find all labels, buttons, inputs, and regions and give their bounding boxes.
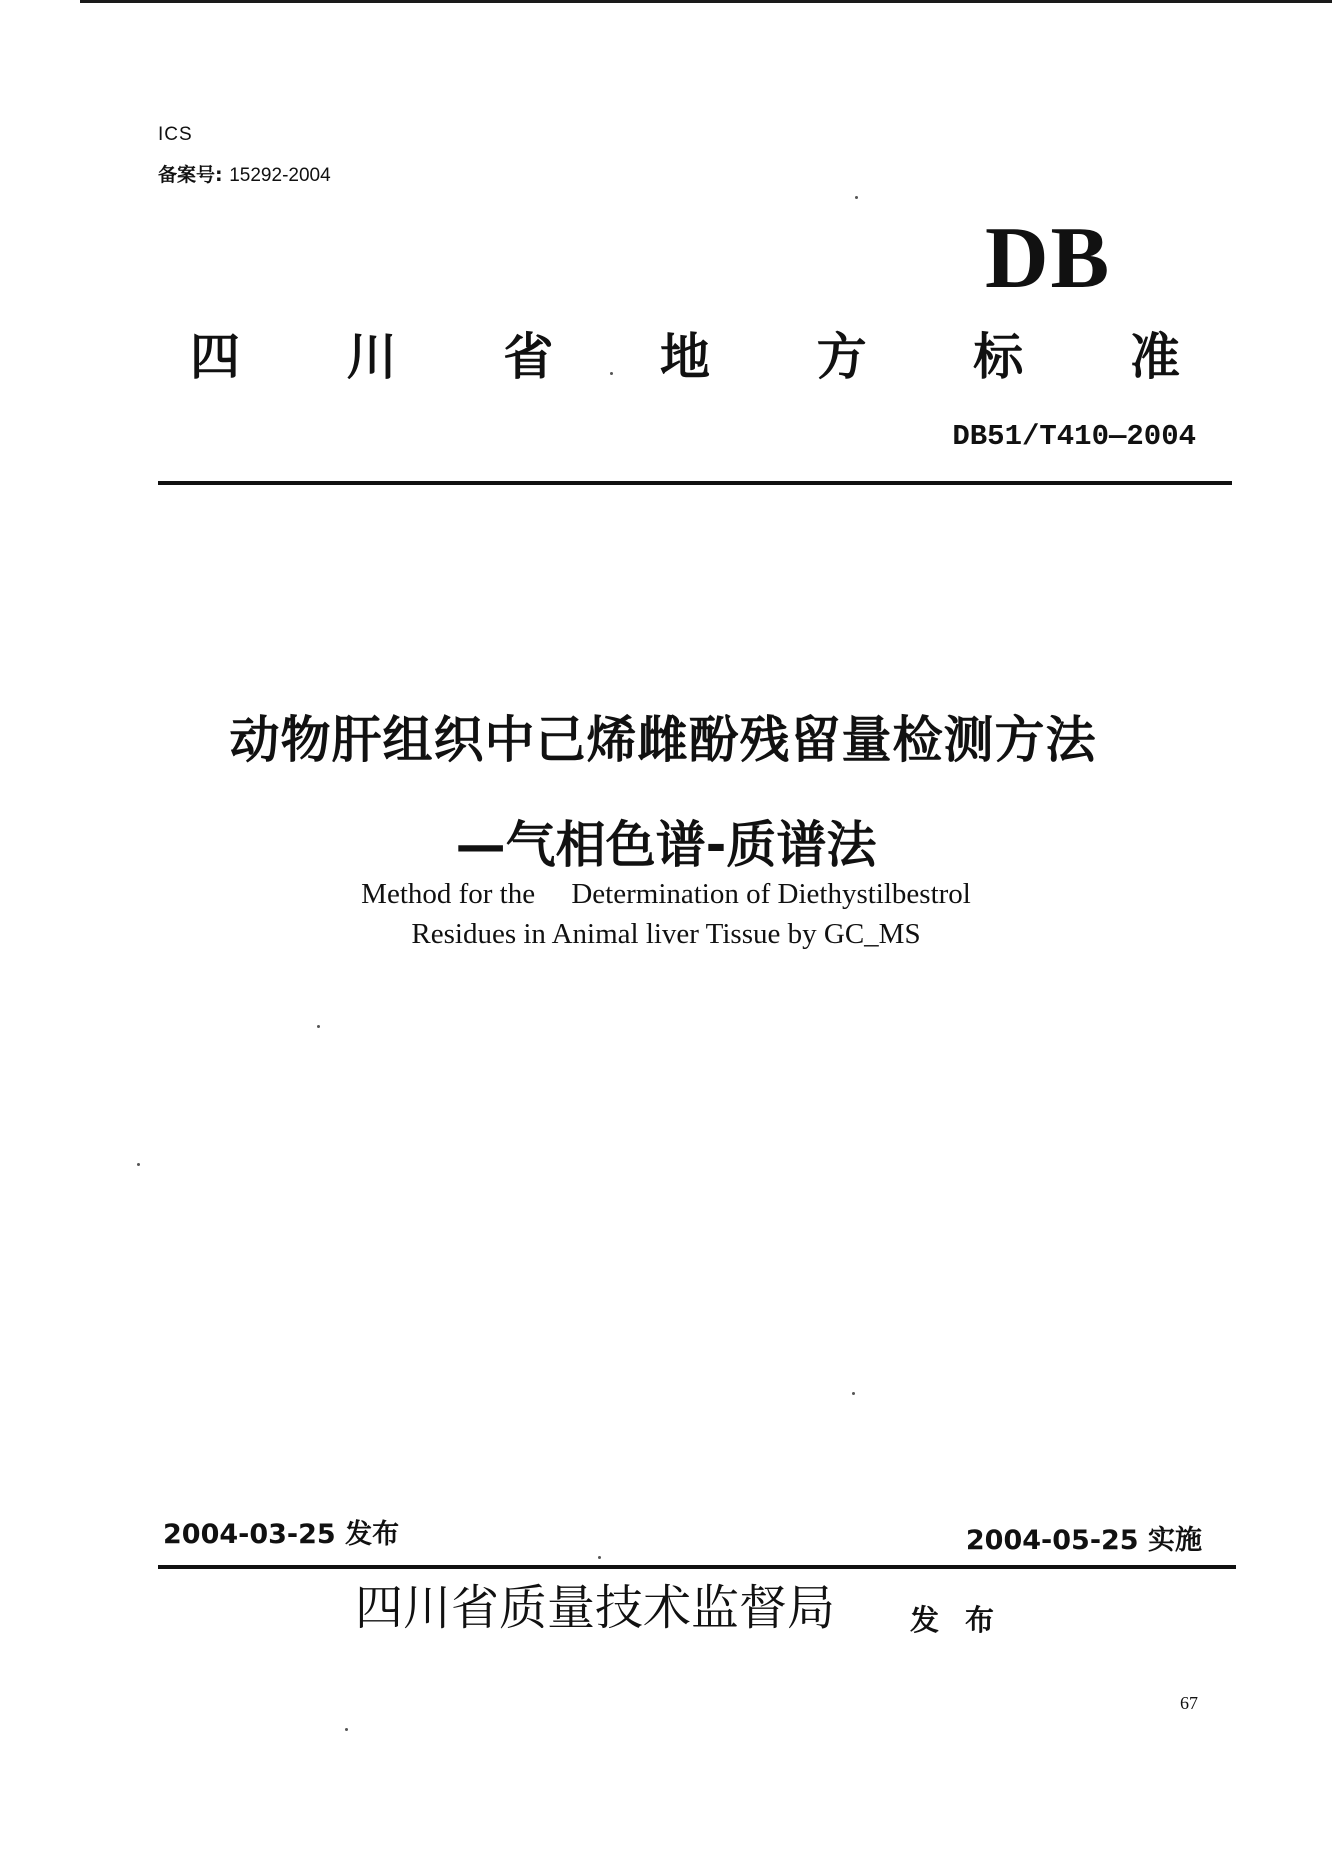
record-number-value: 15292-2004 bbox=[229, 165, 331, 186]
implementation-date: 2004-05-25 实施 bbox=[965, 1525, 1202, 1556]
page-number: 67 bbox=[1180, 1693, 1198, 1713]
standard-type-char: 准 bbox=[1129, 327, 1180, 386]
standard-type-char: 方 bbox=[816, 327, 867, 386]
issuer-suffix: 发布 bbox=[910, 1603, 1021, 1637]
db-mark: DB bbox=[985, 210, 1112, 307]
standard-type-char: 地 bbox=[659, 327, 710, 386]
scan-speck bbox=[598, 1556, 601, 1559]
standard-type-char: 川 bbox=[346, 327, 397, 386]
title-english-line-2: Residues in Animal liver Tissue by GC_MS bbox=[411, 918, 921, 950]
scan-speck bbox=[137, 1163, 140, 1166]
issue-date: 2004-03-25 发布 bbox=[163, 1519, 400, 1550]
scan-speck bbox=[345, 1728, 348, 1731]
title-chinese-line-2: —气相色谱-质谱法 bbox=[455, 816, 877, 874]
scan-speck bbox=[610, 372, 613, 375]
standard-type-char: 省 bbox=[503, 327, 554, 386]
standard-type-char: 四 bbox=[190, 327, 240, 386]
scan-speck bbox=[317, 1025, 320, 1028]
record-number bbox=[158, 160, 331, 187]
scan-speck bbox=[855, 196, 858, 199]
scan-speck bbox=[852, 1392, 855, 1395]
footer-divider bbox=[158, 1565, 1236, 1569]
issuing-authority: 四川省质量技术监督局 bbox=[355, 1580, 836, 1636]
standard-type-heading bbox=[190, 327, 1180, 386]
title-chinese-line-1: 动物肝组织中己烯雌酚残留量检测方法 bbox=[229, 711, 1097, 769]
header-divider bbox=[158, 481, 1232, 485]
ics-label: ICS bbox=[158, 124, 193, 145]
record-label: 备案号: bbox=[158, 164, 223, 186]
title-english-line-1: Method for the Determination of Diethystilbestrol bbox=[361, 878, 971, 910]
scan-top-edge bbox=[80, 0, 1332, 3]
standard-code: DB51/T410—2004 bbox=[952, 420, 1196, 453]
standard-type-char: 标 bbox=[973, 327, 1024, 386]
